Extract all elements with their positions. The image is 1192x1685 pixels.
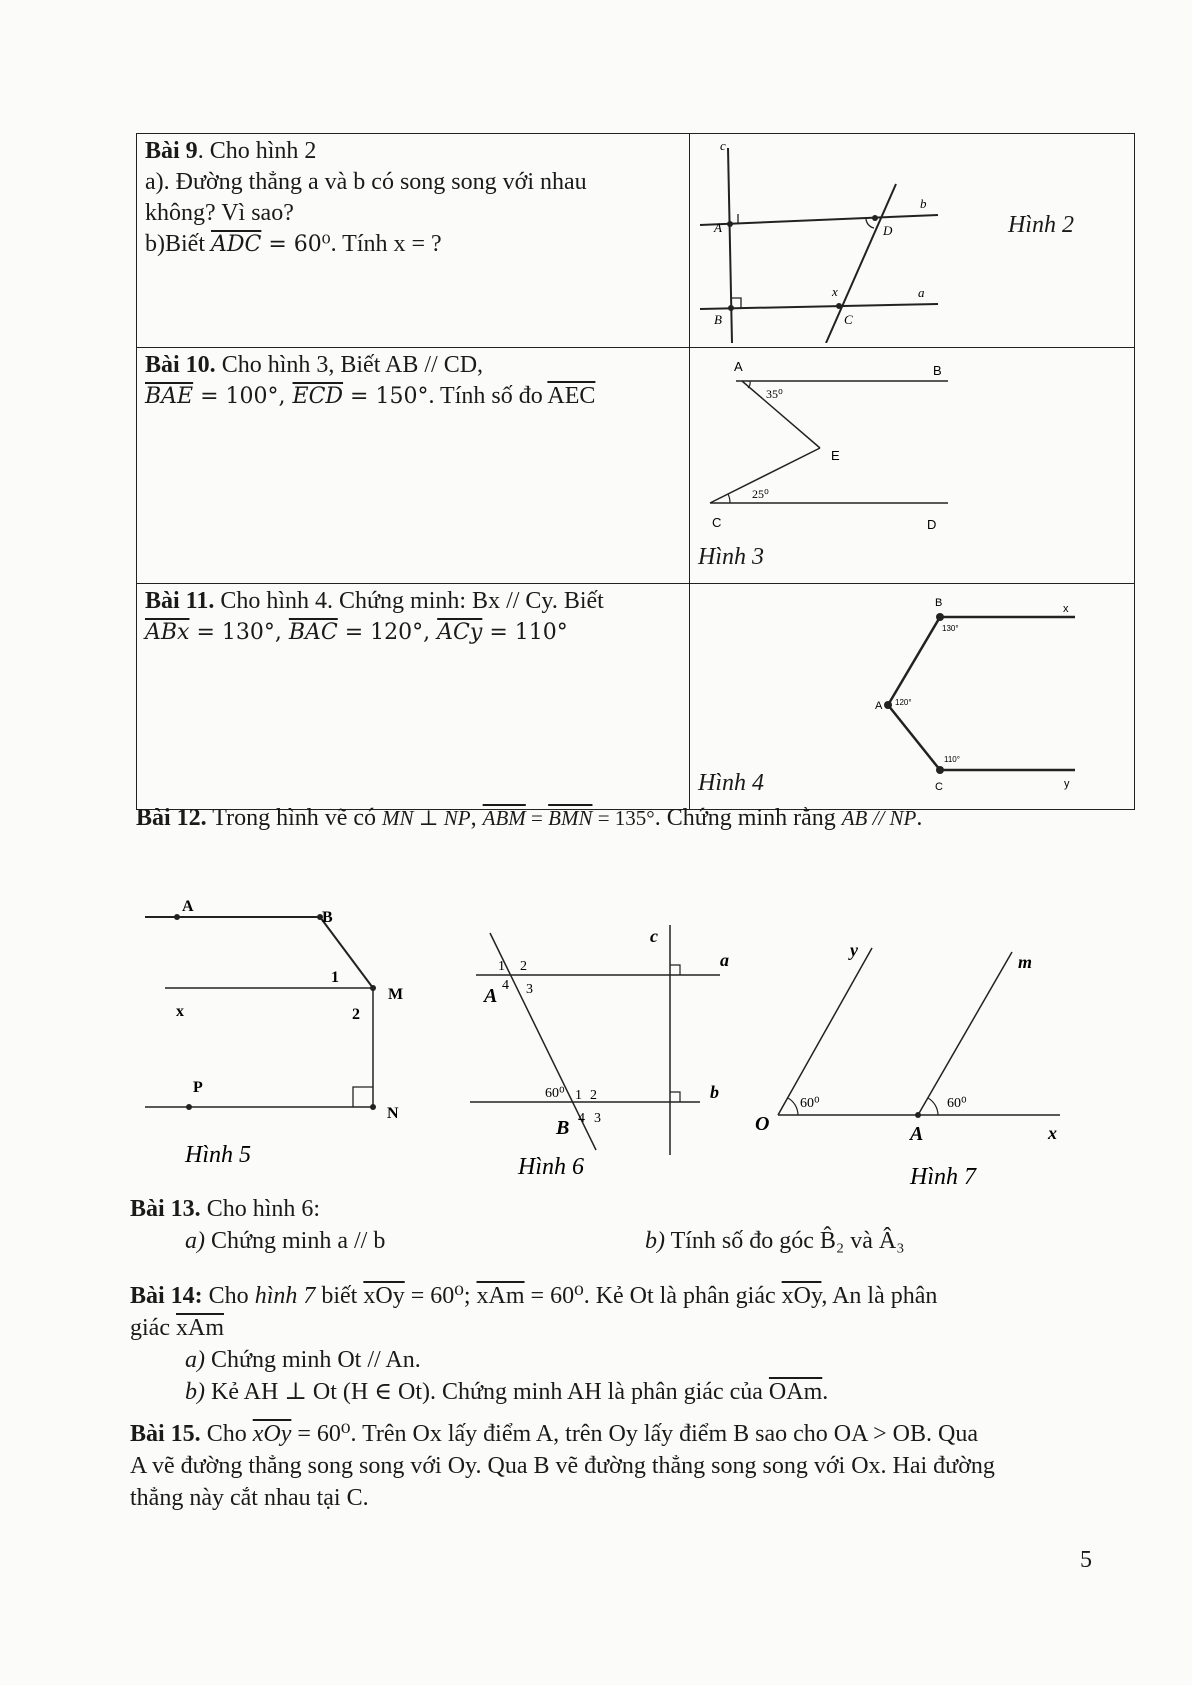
figure-5-caption: Hình 5 xyxy=(185,1142,251,1168)
exercise-9-eq: = 60⁰ xyxy=(261,232,331,257)
label-point-p: P xyxy=(193,1079,203,1096)
label-point-b: B xyxy=(556,1117,570,1139)
label-angle-a: 60⁰ xyxy=(947,1096,967,1111)
exercise-15 xyxy=(130,1418,1110,1514)
label-point-a: A xyxy=(714,220,722,235)
exercise-13-b-label: b) xyxy=(645,1228,665,1254)
label-angle-110: 110° xyxy=(944,755,960,764)
exercise-13-title: Bài 13. xyxy=(130,1196,201,1222)
exercise-11-angle-abx: $\overline{ABx}$ xyxy=(145,620,190,645)
label-point-c: C xyxy=(844,312,853,327)
label-point-d: D xyxy=(927,517,937,532)
point-n xyxy=(370,1104,376,1110)
label-angle-o: 60⁰ xyxy=(800,1096,820,1111)
label-c: c xyxy=(720,138,726,153)
label-x: x xyxy=(1063,603,1069,615)
label-x: x xyxy=(176,1003,184,1020)
exercise-12-eq2: = 135° xyxy=(592,806,655,830)
label-m: m xyxy=(1018,952,1033,972)
label-point-e: E xyxy=(831,448,840,463)
label-point-o: O xyxy=(755,1113,770,1135)
exercise-12-angle-abm: $\overline{ABM}$ xyxy=(482,806,526,830)
segment-bm xyxy=(320,917,373,988)
label-point-a: A xyxy=(182,898,194,915)
exercise-11-eq2: = 120°, xyxy=(337,620,438,645)
exercise-9-line4-post: . Tính x = ? xyxy=(330,231,442,257)
exercise-12-text2: , xyxy=(470,805,483,831)
point-p xyxy=(186,1104,192,1110)
exercise-12-title: Bài 12. xyxy=(136,805,207,831)
figure-2-caption: Hình 2 xyxy=(1008,212,1074,238)
label-b2: 2 xyxy=(590,1088,597,1103)
exercise-14-a-label: a) xyxy=(185,1347,205,1373)
exercise-13-line1: Cho hình 6: xyxy=(200,1196,321,1222)
exercise-14-b-text: Kẻ AH ⊥ Ot (H ∈ Ot). Chứng minh AH là phân giác của xyxy=(205,1379,769,1405)
label-b: b xyxy=(920,196,927,211)
label-x: x xyxy=(832,284,838,299)
label-b: b xyxy=(710,1082,719,1102)
exercise-14-t5: , An là phân xyxy=(821,1283,938,1309)
figure-6 xyxy=(470,925,729,1180)
exercise-14-t3: = 60⁰; xyxy=(404,1283,477,1309)
label-angle-35: 35⁰ xyxy=(766,387,783,401)
exercise-13-b-text: Tính số đo góc B̂₂ và Â₃ xyxy=(665,1228,905,1254)
exercise-14-b-angle: $\overline{OAm}$ xyxy=(768,1379,823,1405)
exercise-10-post: . Tính số đo xyxy=(428,383,548,409)
exercise-9-title: Bài 9 xyxy=(145,138,198,164)
point-a xyxy=(915,1112,921,1118)
exercise-12-text3: . Chứng minh rằng xyxy=(654,805,842,831)
exercise-15-line3: thẳng này cắt nhau tại C. xyxy=(130,1485,369,1511)
label-b3: 3 xyxy=(594,1111,601,1126)
label-angle-25: 25⁰ xyxy=(752,487,769,501)
exercise-9-line2: a). Đường thẳng a và b có song song với nhau xyxy=(145,169,587,195)
label-a: a xyxy=(918,285,925,300)
exercise-9-angle-adc: $\overline{ADC}$ xyxy=(211,232,262,257)
exercise-14-title: Bài 14: xyxy=(130,1283,203,1309)
exercise-15-line2: A vẽ đường thẳng song song với Oy. Qua B vẽ đường thẳng song song với Ox. Hai đường xyxy=(130,1453,995,1479)
exercise-13 xyxy=(130,1193,1110,1257)
exercise-14 xyxy=(130,1280,1110,1408)
exercise-9-line3: không? Vì sao? xyxy=(145,200,294,226)
label-angle-130: 130° xyxy=(942,624,959,633)
label-point-n: N xyxy=(387,1105,399,1122)
exercise-14-angle-4: $\overline{xAm}$ xyxy=(175,1315,224,1341)
point-m xyxy=(370,985,376,991)
exercise-10-line1: Cho hình 3, Biết AB // CD, xyxy=(215,352,484,378)
label-point-d: D xyxy=(883,223,893,238)
exercise-14-t2: biết xyxy=(315,1283,364,1309)
label-angle-2: 2 xyxy=(352,1006,360,1023)
page-number: 5 xyxy=(1080,1547,1092,1573)
exercise-10-title: Bài 10. xyxy=(145,352,216,378)
exercise-11-line1: Cho hình 4. Chứng minh: Bx // Cy. Biết xyxy=(214,588,604,614)
label-point-b: B xyxy=(322,909,333,926)
ray-am xyxy=(918,952,1012,1115)
label-c: c xyxy=(650,926,658,946)
label-angle-1: 1 xyxy=(331,969,339,986)
label-point-c: C xyxy=(712,515,722,530)
angle-mark-o xyxy=(788,1098,798,1115)
label-b1: 1 xyxy=(575,1088,582,1103)
label-point-b: B xyxy=(714,312,722,327)
exercise-10-eq1: = 100°, xyxy=(193,384,293,409)
label-point-b: B xyxy=(933,363,942,378)
label-point-b: B xyxy=(935,597,943,609)
point-a xyxy=(174,914,180,920)
label-point-c: C xyxy=(935,781,943,793)
label-point-a: A xyxy=(734,359,743,374)
label-y: y xyxy=(850,940,858,960)
exercise-14-angle-1: $\overline{xOy}$ xyxy=(363,1283,405,1309)
exercise-12-math2: AB // NP xyxy=(841,806,917,830)
exercise-10-angle-bae: $\overline{BAE}$ xyxy=(145,384,194,409)
exercise-12-angle-bmn: $\overline{BMN}$ xyxy=(548,806,593,830)
ray-oy xyxy=(778,948,872,1115)
label-point-a: A xyxy=(484,985,498,1007)
figure-5 xyxy=(145,898,403,1168)
exercise-15-t2: = 60⁰. Trên Ox lấy điểm A, trên Oy lấy điểm B sao cho OA > OB. Qua xyxy=(291,1421,978,1447)
exercise-11-eq1: = 130°, xyxy=(189,620,289,645)
label-a4: 4 xyxy=(502,978,509,993)
exercise-9-line4-pre: b)Biết xyxy=(145,231,211,257)
exercise-14-a-text: Chứng minh Ot // An. xyxy=(205,1347,421,1373)
exercise-15-t1: Cho xyxy=(200,1421,253,1447)
label-b4: 4 xyxy=(578,1111,585,1126)
exercise-14-b-label: b) xyxy=(185,1379,205,1405)
exercise-14-t1i: hình 7 xyxy=(254,1283,316,1309)
exercise-14-t1: Cho xyxy=(202,1283,255,1309)
exercise-11-title: Bài 11. xyxy=(145,588,215,614)
exercise-12-math1: MN ⊥ NP xyxy=(382,806,471,830)
figure-7 xyxy=(755,940,1060,1190)
exercise-12-text4: . xyxy=(916,805,923,831)
exercise-13-a-label: a) xyxy=(185,1228,205,1254)
right-angle-b xyxy=(670,1092,680,1102)
exercise-11-eq3: = 110° xyxy=(482,620,568,645)
exercise-15-title: Bài 15. xyxy=(130,1421,201,1447)
label-angle-60: 60⁰ xyxy=(545,1086,565,1101)
exercise-14-angle-2: $\overline{xAm}$ xyxy=(476,1283,525,1309)
figure-7-caption: Hình 7 xyxy=(910,1164,976,1190)
exercise-14-angle-3: $\overline{xOy}$ xyxy=(781,1283,822,1309)
angle-mark-a xyxy=(928,1098,938,1115)
label-a1: 1 xyxy=(498,959,505,974)
label-point-m: M xyxy=(388,986,404,1003)
figure-4-caption: Hình 4 xyxy=(698,770,764,796)
label-x: x xyxy=(1048,1123,1057,1143)
figure-6-caption: Hình 6 xyxy=(518,1154,584,1180)
exercise-14-t6: giác xyxy=(130,1315,176,1341)
label-point-a: A xyxy=(910,1123,924,1145)
exercise-11-angle-bac: $\overline{BAC}$ xyxy=(288,620,338,645)
exercise-10-eq2: = 150° xyxy=(343,384,429,409)
label-a2: 2 xyxy=(520,959,527,974)
right-angle-n xyxy=(353,1087,373,1107)
exercise-15-angle: $\overline{xOy}$ xyxy=(252,1421,292,1447)
exercise-12-eq1: = xyxy=(525,806,549,830)
figure-3-caption: Hình 3 xyxy=(698,544,764,570)
label-a: a xyxy=(720,950,729,970)
exercise-11-angle-acy: $\overline{ACy}$ xyxy=(437,620,483,645)
label-angle-120: 120° xyxy=(895,698,912,707)
exercise-9-line1: . Cho hình 2 xyxy=(197,138,317,164)
exercise-14-b-end: . xyxy=(822,1379,829,1405)
exercise-10-angle-aec: $\overline{AEC}$ xyxy=(547,383,596,409)
exercise-13-a-text: Chứng minh a // b xyxy=(205,1228,386,1254)
label-y: y xyxy=(1064,778,1070,790)
exercise-14-t4: = 60⁰. Kẻ Ot là phân giác xyxy=(524,1283,782,1309)
right-angle-a xyxy=(670,965,680,975)
label-point-a: A xyxy=(875,700,883,712)
exercise-10-angle-ecd: $\overline{ECD}$ xyxy=(292,384,344,409)
exercise-12-text1: Trong hình vẽ có xyxy=(206,805,383,831)
label-a3: 3 xyxy=(526,982,533,997)
